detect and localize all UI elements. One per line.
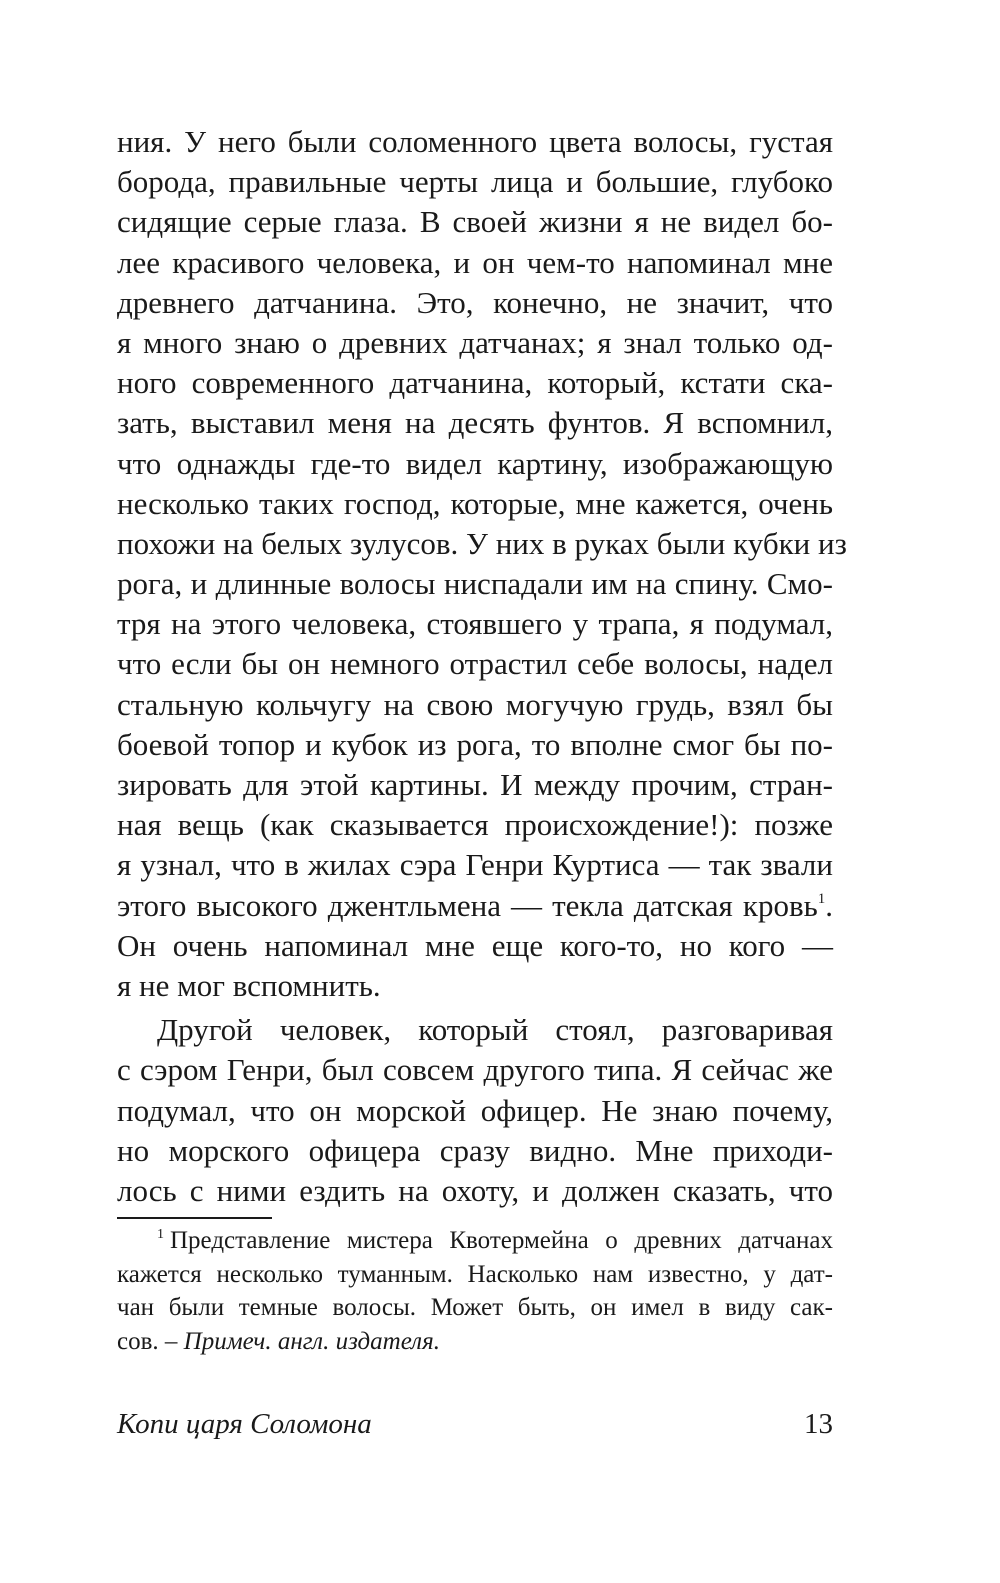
text-line: рога, и длинные волосы ниспадали им на спину. Смо- — [117, 566, 833, 602]
page-number: 13 — [804, 1408, 833, 1440]
text-line: Другой человек, который стоял, разговаривая — [157, 1012, 833, 1048]
text-line: стальную кольчугу на свою могучую грудь, взял бы — [117, 686, 833, 722]
running-title: Копи царя Соломона — [117, 1408, 372, 1440]
text-line: подумал, что он морской офицер. Не знаю почему, — [117, 1092, 833, 1128]
text-line: несколько таких господ, которые, мне кажется, очень — [117, 485, 833, 521]
text-line: похожи на белых зулусов. У них в руках были кубки из — [117, 525, 847, 561]
text-line: Он очень напоминал мне еще кого-то, но кого — — [117, 927, 833, 963]
text-line: тря на этого человека, стоявшего у трапа, я подумал, — [117, 606, 833, 642]
text-line: я узнал, что в жилах сэра Генри Куртиса — так звали — [117, 847, 833, 883]
text-line: этого высокого джентльмена — текла датская кровь — [117, 887, 818, 923]
running-footer — [117, 1404, 833, 1444]
text-line: лось с ними ездить на охоту, и должен сказать, что — [117, 1172, 833, 1208]
text-line: я не мог вспомнить. — [117, 967, 381, 1003]
text-line-with-footnote-ref — [117, 886, 833, 926]
footnote-marker: 1 — [157, 1227, 164, 1242]
text-line: зировать для этой картины. И между прочим, стран- — [117, 767, 833, 802]
body-text — [117, 122, 847, 1211]
text-line: ного современного датчанина, который, кстати ска- — [117, 365, 833, 401]
text-line: с сэром Генри, был совсем другого типа. Я сейчас же — [117, 1052, 833, 1088]
footnote-text: сов. – — [117, 1327, 184, 1355]
text-line: ная вещь (как сказывается происхождение!): позже — [117, 807, 833, 843]
text-line: сидящие серые глаза. В своей жизни я не видел бо- — [117, 204, 833, 240]
editor-note: Примеч. англ. издателя. — [183, 1327, 440, 1355]
footnote-divider — [117, 1217, 272, 1219]
text-line: зать, выставил меня на десять фунтов. Я вспомнил, — [117, 405, 833, 441]
footnote-line: кажется несколько туманным. Насколько нам известно, у дат- — [117, 1260, 833, 1288]
text-line: борода, правильные черты лица и большие, глубоко — [117, 164, 833, 200]
text-line: я много знаю о древних датчанах; я знал только од- — [117, 324, 833, 360]
text-line: боевой топор и кубок из рога, то вполне смог бы по- — [117, 726, 833, 762]
footnote-reference: 1 — [817, 890, 826, 907]
footnote-line — [117, 1325, 833, 1359]
line-end-punctuation: . — [825, 887, 833, 923]
text-line: но морского офицера сразу видно. Мне приходи- — [117, 1132, 833, 1168]
footnote-line — [117, 1224, 833, 1258]
text-line: ния. У него были соломенного цвета волосы, густая — [117, 124, 833, 159]
text-line: что если бы он немного отрастил себе волосы, надел — [117, 646, 833, 682]
footnote — [117, 1224, 833, 1358]
text-line: лее красивого человека, и он чем-то напоминал мне — [117, 244, 833, 280]
text-line: древнего датчанина. Это, конечно, не значит, что — [117, 284, 833, 320]
footnote-line: чан были темные волосы. Может быть, он имел в виду сак- — [117, 1294, 833, 1321]
footnote-text: Представление мистера Квотермейна о древних датчанах — [170, 1227, 833, 1254]
text-line: что однажды где-то видел картину, изображающую — [117, 445, 833, 481]
